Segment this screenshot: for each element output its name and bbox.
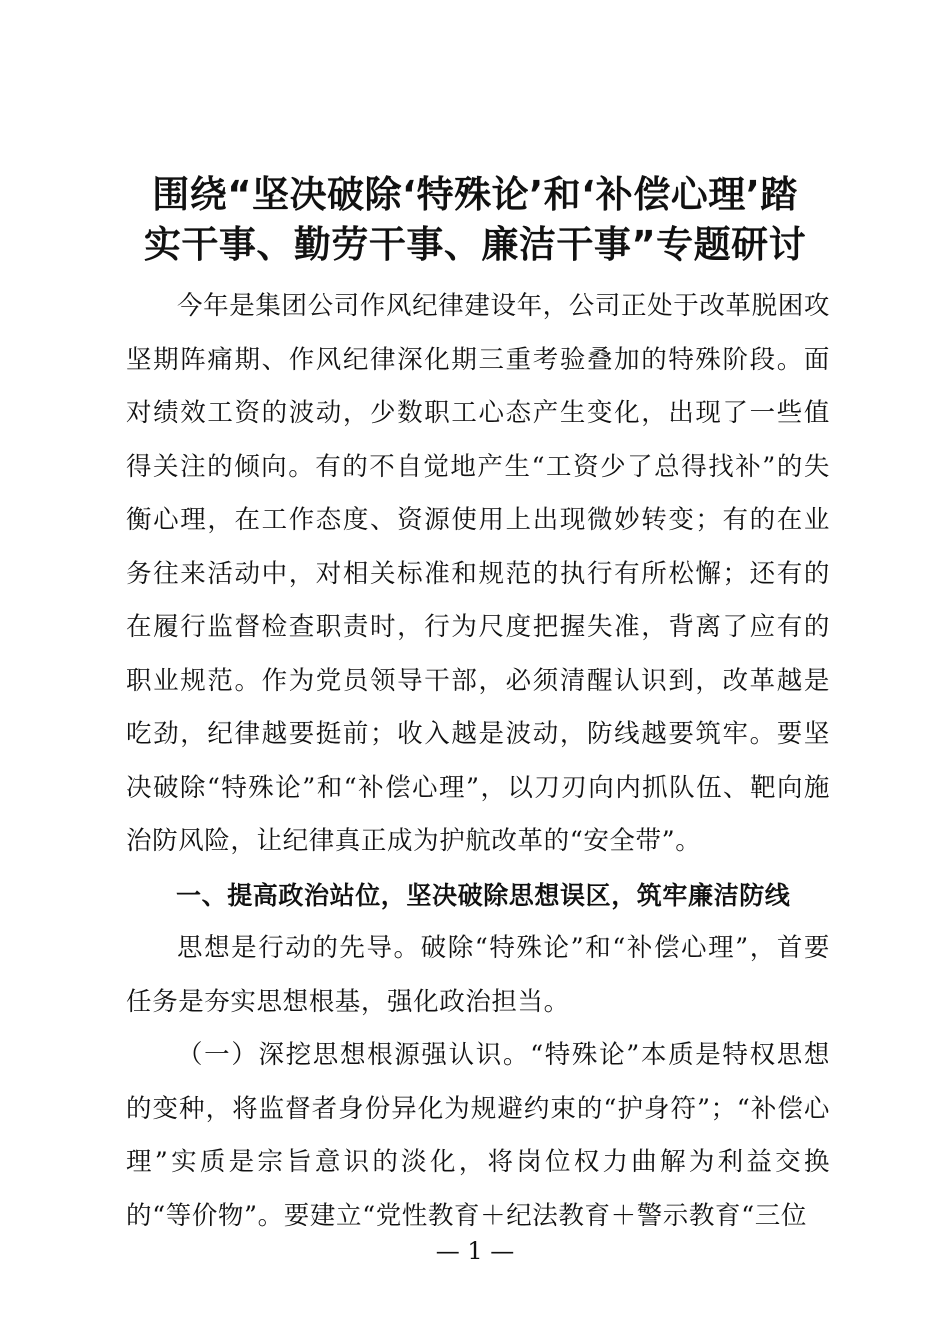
intro-paragraph: 今年是集团公司作风纪律建设年，公司正处于改革脱困攻坚期阵痛期、作风纪律深化期三重考验叠加的特殊阶段。面对绩效工资的波动，少数职工心态产生变化，出现了一些值得关注的倾向。有的不自觉地产生“工资少了总得找补”的失衡心理，在工作态度、资源使用上出现微妙转变；有的在业务往来活动中，对相关标准和规范的执行有所松懈；还有的在履行监督检查职责时，行为尺度把握失准，背离了应有的职业规范。作为党员领导干部，必须清醒认识到，改革越是吃劲，纪律越要挺前；收入越是波动，防线越要筑牢。要坚决破除“特殊论”和“补偿心理”，以刀刃向内抓队伍、靶向施治防风险，让纪律真正成为护航改革的“安全带”。 (126, 291, 830, 856)
subsection-1-paragraph: （一）深挖思想根源强认识。“特殊论”本质是特权思想的变种，将监督者身份异化为规避约束的“护身符”；“补偿心理”实质是宗旨意识的淡化，将岗位权力曲解为利益交换的“等价物”。要建立“党性教育＋纪法教育＋警示教育“三位 (126, 1040, 830, 1231)
title-line-1: 围绕“坚决破除‘特殊论’和‘补偿心理’踏 (152, 173, 798, 216)
document-body (126, 280, 830, 1243)
section-1-paragraph: 思想是行动的先导。破除“特殊论”和“补偿心理”，首要任务是夯实思想根基，强化政治担当。 (126, 933, 830, 1017)
section-heading-1: 一、提高政治站位，坚决破除思想误区，筑牢廉洁防线 (176, 880, 791, 910)
title-line-2: 实干事、勤劳干事、廉洁干事”专题研讨 (143, 223, 807, 266)
document-title (118, 170, 832, 270)
page-number: — 1 — (435, 1237, 515, 1265)
